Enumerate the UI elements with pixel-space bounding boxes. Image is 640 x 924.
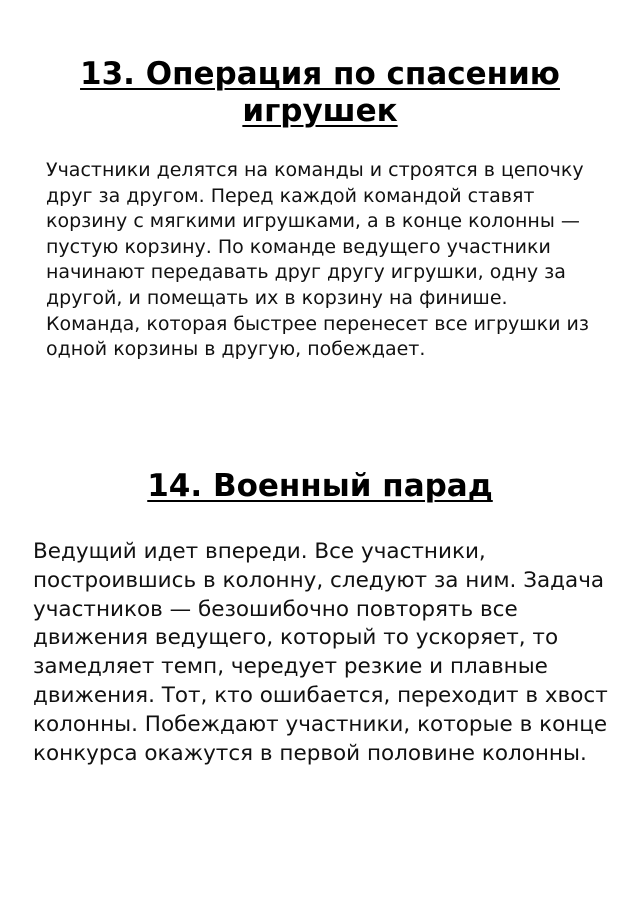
section-13-body: Участники делятся на команды и строятся в цепочку друг за другом. Перед каждой командой ставят корзину с мягкими игрушками, а в конце колонны — пустую корзину. По команде ведущего участники начинают передавать друг другу игрушки, одну за другой, и помещать их в корзину на финише. Команда, которая быстрее перенесет все игрушки из одной корзины в другую, побеждает. [46,159,589,361]
section-14-body: Ведущий идет впереди. Все участники, построившись в колонну, следуют за ним. Задача участников — безошибочно повторять все движения ведущего, который то ускоряет, то замедляет темп, чередует резкие и плавные движения. Тот, кто ошибается, переходит в хвост колонны. Побеждают участники, которые в конце конкурса окажутся в первой половине колонны. [33,539,608,766]
section-14-title: 14. Военный парад [147,468,493,504]
section-13-title: 13. Операция по спасению игрушек [80,56,560,129]
